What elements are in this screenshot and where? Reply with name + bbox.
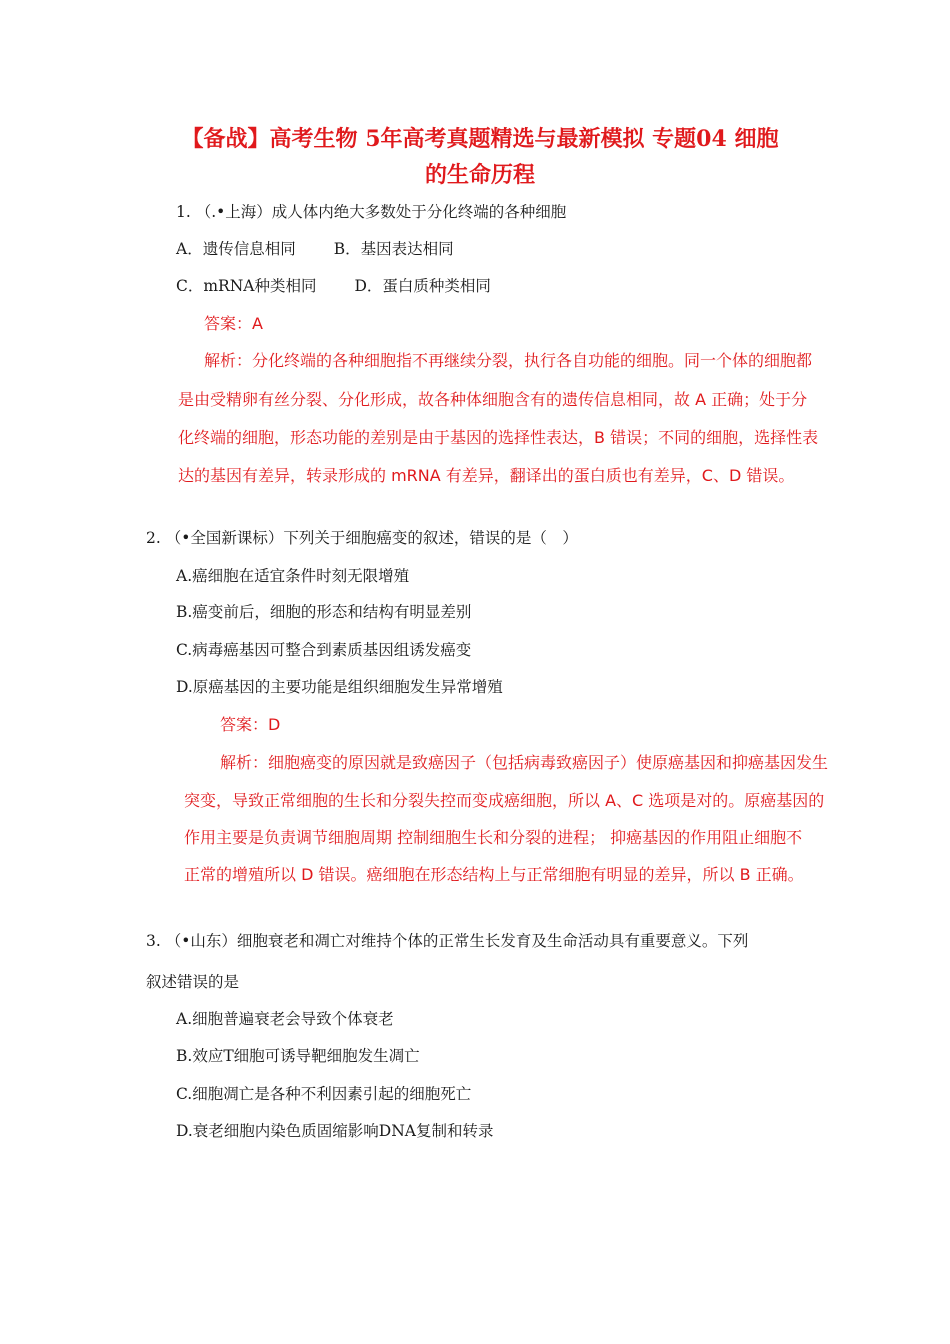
q2-stem: 2. （•全国新课标）下列关于细胞癌变的叙述，错误的是（ ）: [146, 529, 578, 547]
q1-analysis-line: 是由受精卵有丝分裂、分化形成，故各种体细胞含有的遗传信息相同，故 A 正确；处于分: [178, 390, 808, 409]
q3-option-a: A.细胞普遍衰老会导致个体衰老: [176, 1010, 394, 1028]
q2-option-d: D.原癌基因的主要功能是组织细胞发生异常增殖: [176, 678, 503, 696]
q2-analysis-line: 突变，导致正常细胞的生长和分裂失控而变成癌细胞，所以 A、C 选项是对的。原癌基因的: [184, 791, 825, 810]
q2-answer: 答案：D: [220, 715, 281, 734]
document-title-line-1: 【备战】高考生物 5年高考真题精选与最新模拟 专题04 细胞: [181, 126, 779, 152]
q2-analysis-line: 正常的增殖所以 D 错误。癌细胞在形态结构上与正常细胞有明显的差异，所以 B 正确。: [184, 865, 804, 884]
q1-option-c: C．mRNA种类相同: [176, 277, 317, 295]
q3-option-b: B.效应T细胞可诱导靶细胞发生凋亡: [176, 1047, 420, 1065]
q3-option-c: C.细胞凋亡是各种不利因素引起的细胞死亡: [176, 1085, 472, 1103]
q1-option-b: B．基因表达相同: [333, 240, 454, 258]
q2-option-c: C.病毒癌基因可整合到素质基因组诱发癌变: [176, 641, 472, 659]
document-title-line-2: 的生命历程: [424, 162, 535, 188]
q1-option-a: A．遗传信息相同: [176, 240, 296, 258]
q2-option-b: B.癌变前后，细胞的形态和结构有明显差别: [176, 603, 472, 621]
q2-analysis-line: 解析：细胞癌变的原因就是致癌因子（包括病毒致癌因子）使原癌基因和抑癌基因发生: [220, 753, 829, 772]
q1-option-d: D．蛋白质种类相同: [354, 277, 491, 295]
q1-options-row-1: [176, 239, 454, 259]
q1-analysis-line: 达的基因有差异，转录形成的 mRNA 有差异，翻译出的蛋白质也有差异，C、D 错误。: [178, 466, 795, 485]
q3-option-d: D.衰老细胞内染色质固缩影响DNA复制和转录: [176, 1122, 494, 1140]
q2-analysis-line: 作用主要是负责调节细胞周期 控制细胞生长和分裂的进程； 抑癌基因的作用阻止细胞不: [184, 828, 803, 847]
q1-stem: 1. （.•上海）成人体内绝大多数处于分化终端的各种细胞: [176, 203, 567, 221]
q1-analysis-line: 化终端的细胞，形态功能的差别是由于基因的选择性表达，B 错误；不同的细胞，选择性表: [178, 428, 819, 447]
q1-analysis-line: 解析：分化终端的各种细胞指不再继续分裂，执行各自功能的细胞。同一个体的细胞都: [204, 351, 813, 370]
q1-answer: 答案：A: [204, 314, 263, 333]
q3-stem-line-2: 叙述错误的是: [146, 973, 240, 991]
q2-option-a: A.癌细胞在适宜条件时刻无限增殖: [176, 567, 410, 585]
q1-options-row-2: [176, 276, 491, 296]
q3-stem-line-1: 3. （•山东）细胞衰老和凋亡对维持个体的正常生长发育及生命活动具有重要意义。下列: [146, 932, 749, 950]
